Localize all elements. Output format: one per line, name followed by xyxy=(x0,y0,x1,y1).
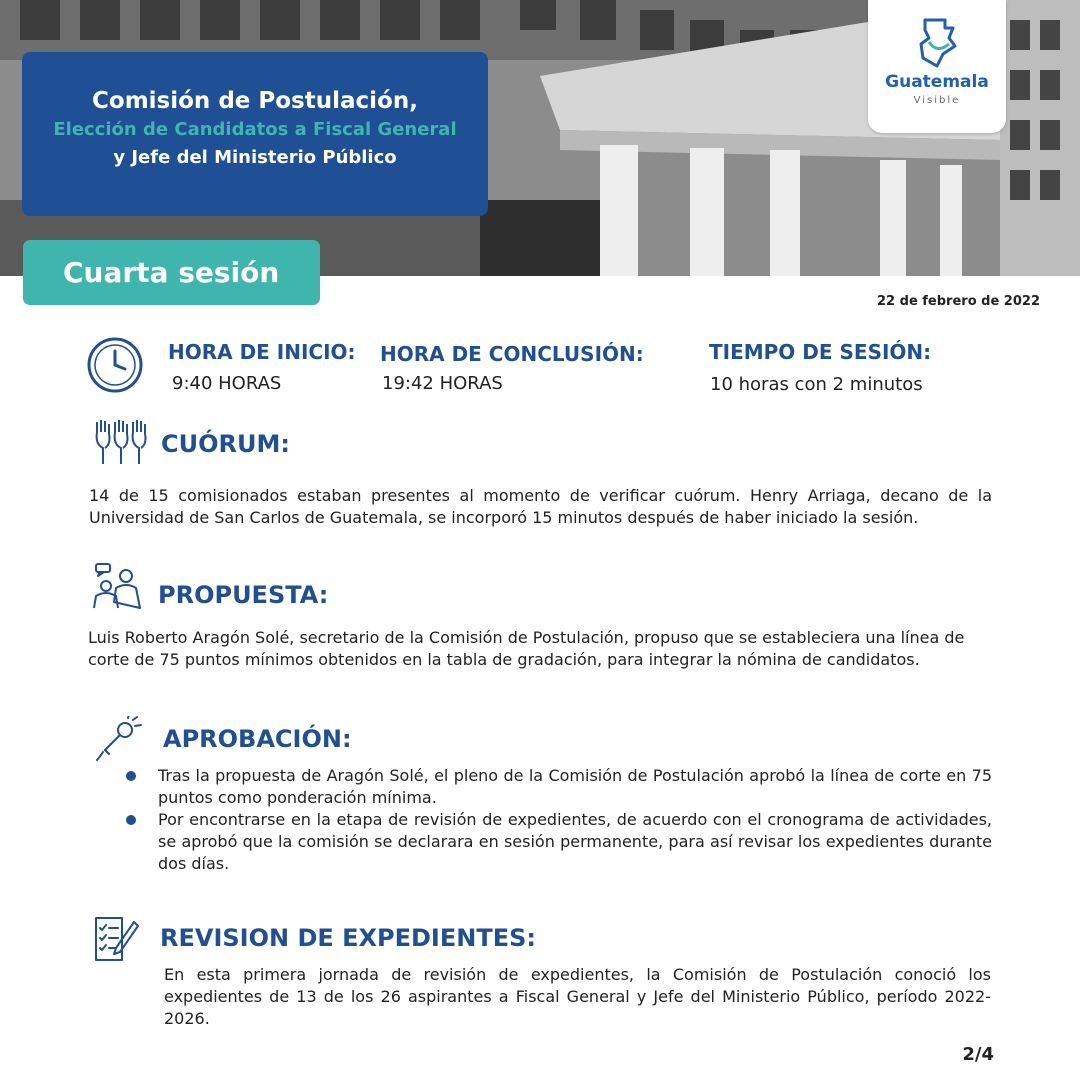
logo-card xyxy=(868,0,1006,133)
logo-subtitle: Visible xyxy=(913,95,961,106)
propuesta-text: Luis Roberto Aragón Solé, secretario de la Comisión de Postulación, propuso que se estableciera una línea de corte de 75 puntos mínimos obtenidos en la tabla de gradación, para integrar la nómina de candidatos. xyxy=(88,628,965,669)
propuesta-title: PROPUESTA: xyxy=(158,581,329,609)
quorum-text: 14 de 15 comisionados estaban presentes al momento de verificar cuórum. Henry Arriaga, decano de la Universidad de San Carlos de Guatemala, se incorporó 15 minutos después de haber iniciado la sesión. xyxy=(89,486,992,527)
guatemala-map-icon xyxy=(915,16,959,70)
end-time-label: HORA DE CONCLUSIÓN: xyxy=(380,342,644,366)
clock-icon xyxy=(86,336,144,394)
title-box xyxy=(22,52,488,216)
list-item xyxy=(124,765,992,809)
duration-value: 10 horas con 2 minutos xyxy=(710,374,923,395)
title-line-1: Comisión de Postulación, xyxy=(92,88,418,114)
people-talking-icon xyxy=(92,562,142,610)
aprobacion-item-1: Tras la propuesta de Aragón Solé, el pleno de la Comisión de Postulación aprobó la línea de corte en 75 puntos como ponderación mínima. xyxy=(158,766,992,807)
checklist-icon xyxy=(92,914,142,964)
revision-text: En esta primera jornada de revisión de expedientes, la Comisión de Postulación conoció los expedientes de 13 de los 26 aspirantes a Fiscal General y Jefe del Ministerio Público, período 2022-2026. xyxy=(164,965,991,1028)
list-item xyxy=(124,809,992,875)
bullet-icon xyxy=(126,815,136,825)
start-time-value: 9:40 HORAS xyxy=(172,373,282,394)
quorum-title: CUÓRUM: xyxy=(161,430,290,458)
title-line-3: y Jefe del Ministerio Público xyxy=(113,147,397,168)
title-line-2: Elección de Candidatos a Fiscal General xyxy=(53,119,457,140)
aprobacion-title: APROBACIÓN: xyxy=(163,725,352,753)
session-date: 22 de febrero de 2022 xyxy=(877,294,1040,309)
bullet-icon xyxy=(126,771,136,781)
start-time-label: HORA DE INICIO: xyxy=(168,340,356,364)
aprobacion-list xyxy=(124,765,992,875)
logo-name: Guatemala xyxy=(885,72,989,92)
end-time-value: 19:42 HORAS xyxy=(382,373,503,394)
raised-hands-icon xyxy=(93,418,151,468)
session-label: Cuarta sesión xyxy=(23,240,320,305)
page-number: 2/4 xyxy=(962,1044,994,1065)
duration-label: TIEMPO DE SESIÓN: xyxy=(709,340,932,364)
microphone-icon xyxy=(95,716,143,764)
revision-title: REVISION DE EXPEDIENTES: xyxy=(160,924,536,952)
aprobacion-item-2: Por encontrarse en la etapa de revisión de expedientes, de acuerdo con el cronograma de actividades, se aprobó que la comisión se declarara en sesión permanente, para así revisar los expedientes durante dos días. xyxy=(158,810,992,873)
